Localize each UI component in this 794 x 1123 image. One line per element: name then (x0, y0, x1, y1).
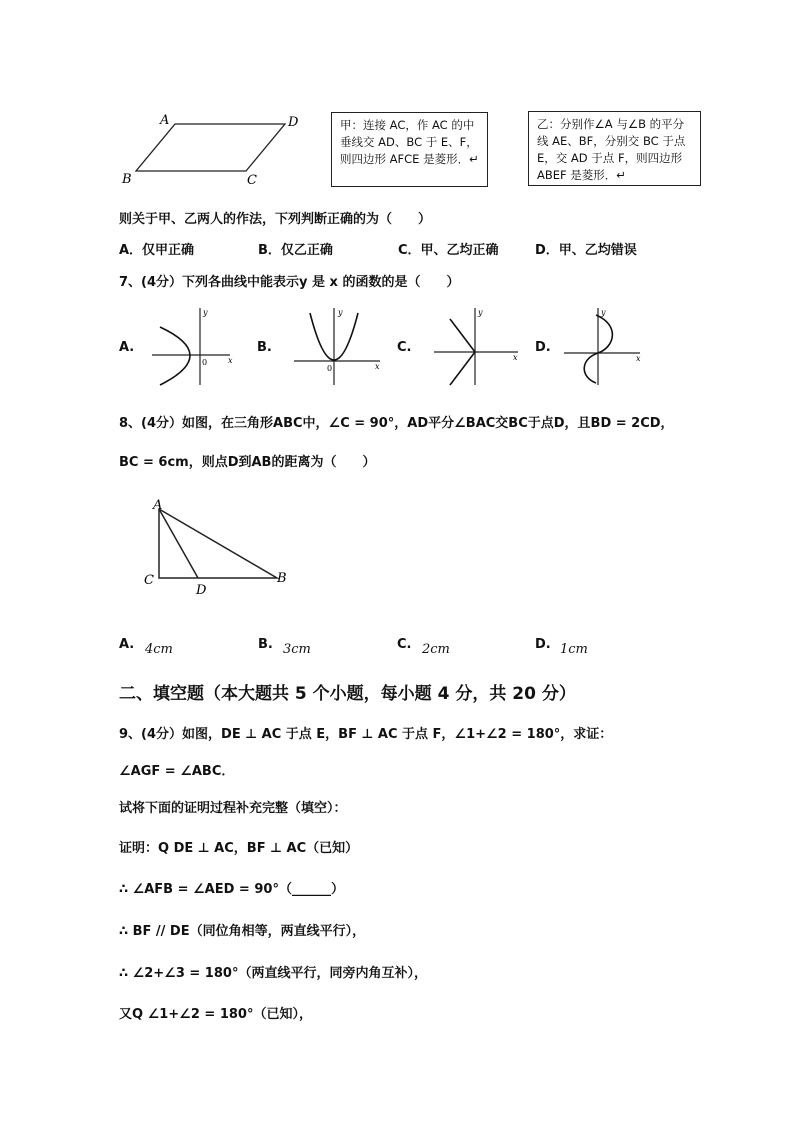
q8-option-c-value: 2cm (422, 642, 450, 657)
q7-graph-b (290, 305, 385, 389)
box-jia: 甲：连接 AC，作 AC 的中垂线交 AD、BC 于 E、F，则四边形 AFCE 是菱形．↵ (331, 112, 488, 187)
q6-stem: 则关于甲、乙两人的作法，下列判断正确的为（ ） (119, 212, 432, 227)
box-yi: 乙：分别作∠A 与∠B 的平分线 AE、BF，分别交 BC 于点 E，交 AD 于点 F，则四边形 ABEF 是菱形．↵ (528, 111, 701, 186)
q8-line2: BC = 6cm，则点D到AB的距离为（ ） (119, 455, 376, 470)
svg-text:x: x (228, 356, 233, 365)
q8-option-b-label: B. (258, 637, 273, 652)
svg-text:y: y (601, 308, 606, 317)
q8-option-b-value: 3cm (283, 642, 311, 657)
q6-option-a: A．仅甲正确 (119, 243, 195, 258)
q7-graph-c (430, 305, 525, 389)
q7-label-a: A. (119, 340, 135, 355)
parallelogram-figure (110, 108, 310, 190)
q6-option-b: B．仅乙正确 (258, 243, 333, 258)
svg-text:x: x (636, 354, 641, 363)
q7-graph-d (560, 305, 650, 389)
parallelogram-label-a: A (160, 113, 170, 128)
q9-line2: ∠AGF = ∠ABC． (119, 764, 235, 779)
q8-line1: 8、(4分）如图，在三角形ABC中，∠C = 90°，AD平分∠BAC交BC于点D，且BD = 2CD， (119, 416, 674, 431)
q9-line3: 试将下面的证明过程补充完整（填空）： (119, 801, 347, 816)
q7-graph-a (148, 305, 238, 389)
q8-option-c-label: C. (397, 637, 412, 652)
q8-option-a-value: 4cm (145, 642, 173, 657)
q6-option-d: D．甲、乙均错误 (535, 243, 637, 258)
q8-triangle-figure (138, 495, 298, 600)
q8-bisector-ad (159, 509, 198, 578)
q7-label-d: D. (535, 340, 551, 355)
q7-stem: 7、(4分）下列各曲线中能表示y 是 x 的函数的是（ ） (119, 275, 460, 290)
parallelogram-shape (136, 124, 285, 171)
svg-text:0: 0 (202, 358, 208, 367)
svg-text:0: 0 (327, 364, 333, 373)
q8-triangle-shape (159, 509, 277, 578)
q9-line5: ∴ ∠AFB = ∠AED = 90°（______） (119, 882, 344, 897)
svg-text:x: x (375, 362, 380, 371)
q9-line7: ∴ ∠2+∠3 = 180°（两直线平行，同旁内角互补）， (119, 966, 427, 981)
q9-line4: 证明：Q DE ⊥ AC，BF ⊥ AC（已知） (119, 841, 359, 856)
svg-text:y: y (203, 308, 208, 317)
q8-label-c: C (144, 573, 154, 588)
q9-line1: 9、(4分）如图，DE ⊥ AC 于点 E，BF ⊥ AC 于点 F，∠1+∠2 = 180°，求证： (119, 727, 613, 742)
section-2-heading: 二、填空题（本大题共 5 个小题，每小题 4 分，共 20 分） (119, 684, 576, 704)
svg-text:y: y (338, 308, 343, 317)
q7-label-b: B. (257, 340, 272, 355)
q8-option-d-label: D. (535, 637, 551, 652)
q8-option-d-value: 1cm (560, 642, 588, 657)
svg-text:y: y (478, 308, 483, 317)
q9-line6: ∴ BF // DE（同位角相等，两直线平行）， (119, 924, 366, 939)
svg-text:x: x (513, 353, 518, 362)
parallelogram-label-b: B (122, 172, 132, 187)
q8-label-b: B (277, 571, 287, 586)
parallelogram-label-c: C (247, 173, 257, 188)
q8-label-a: A (153, 498, 163, 513)
q7-label-c: C. (397, 340, 412, 355)
parallelogram-label-d: D (288, 115, 299, 130)
q6-option-c: C．甲、乙均正确 (398, 243, 499, 258)
q9-line8: 又Q ∠1+∠2 = 180°（已知）， (119, 1007, 312, 1022)
q8-option-a-label: A. (119, 637, 135, 652)
q8-label-d: D (196, 583, 207, 598)
